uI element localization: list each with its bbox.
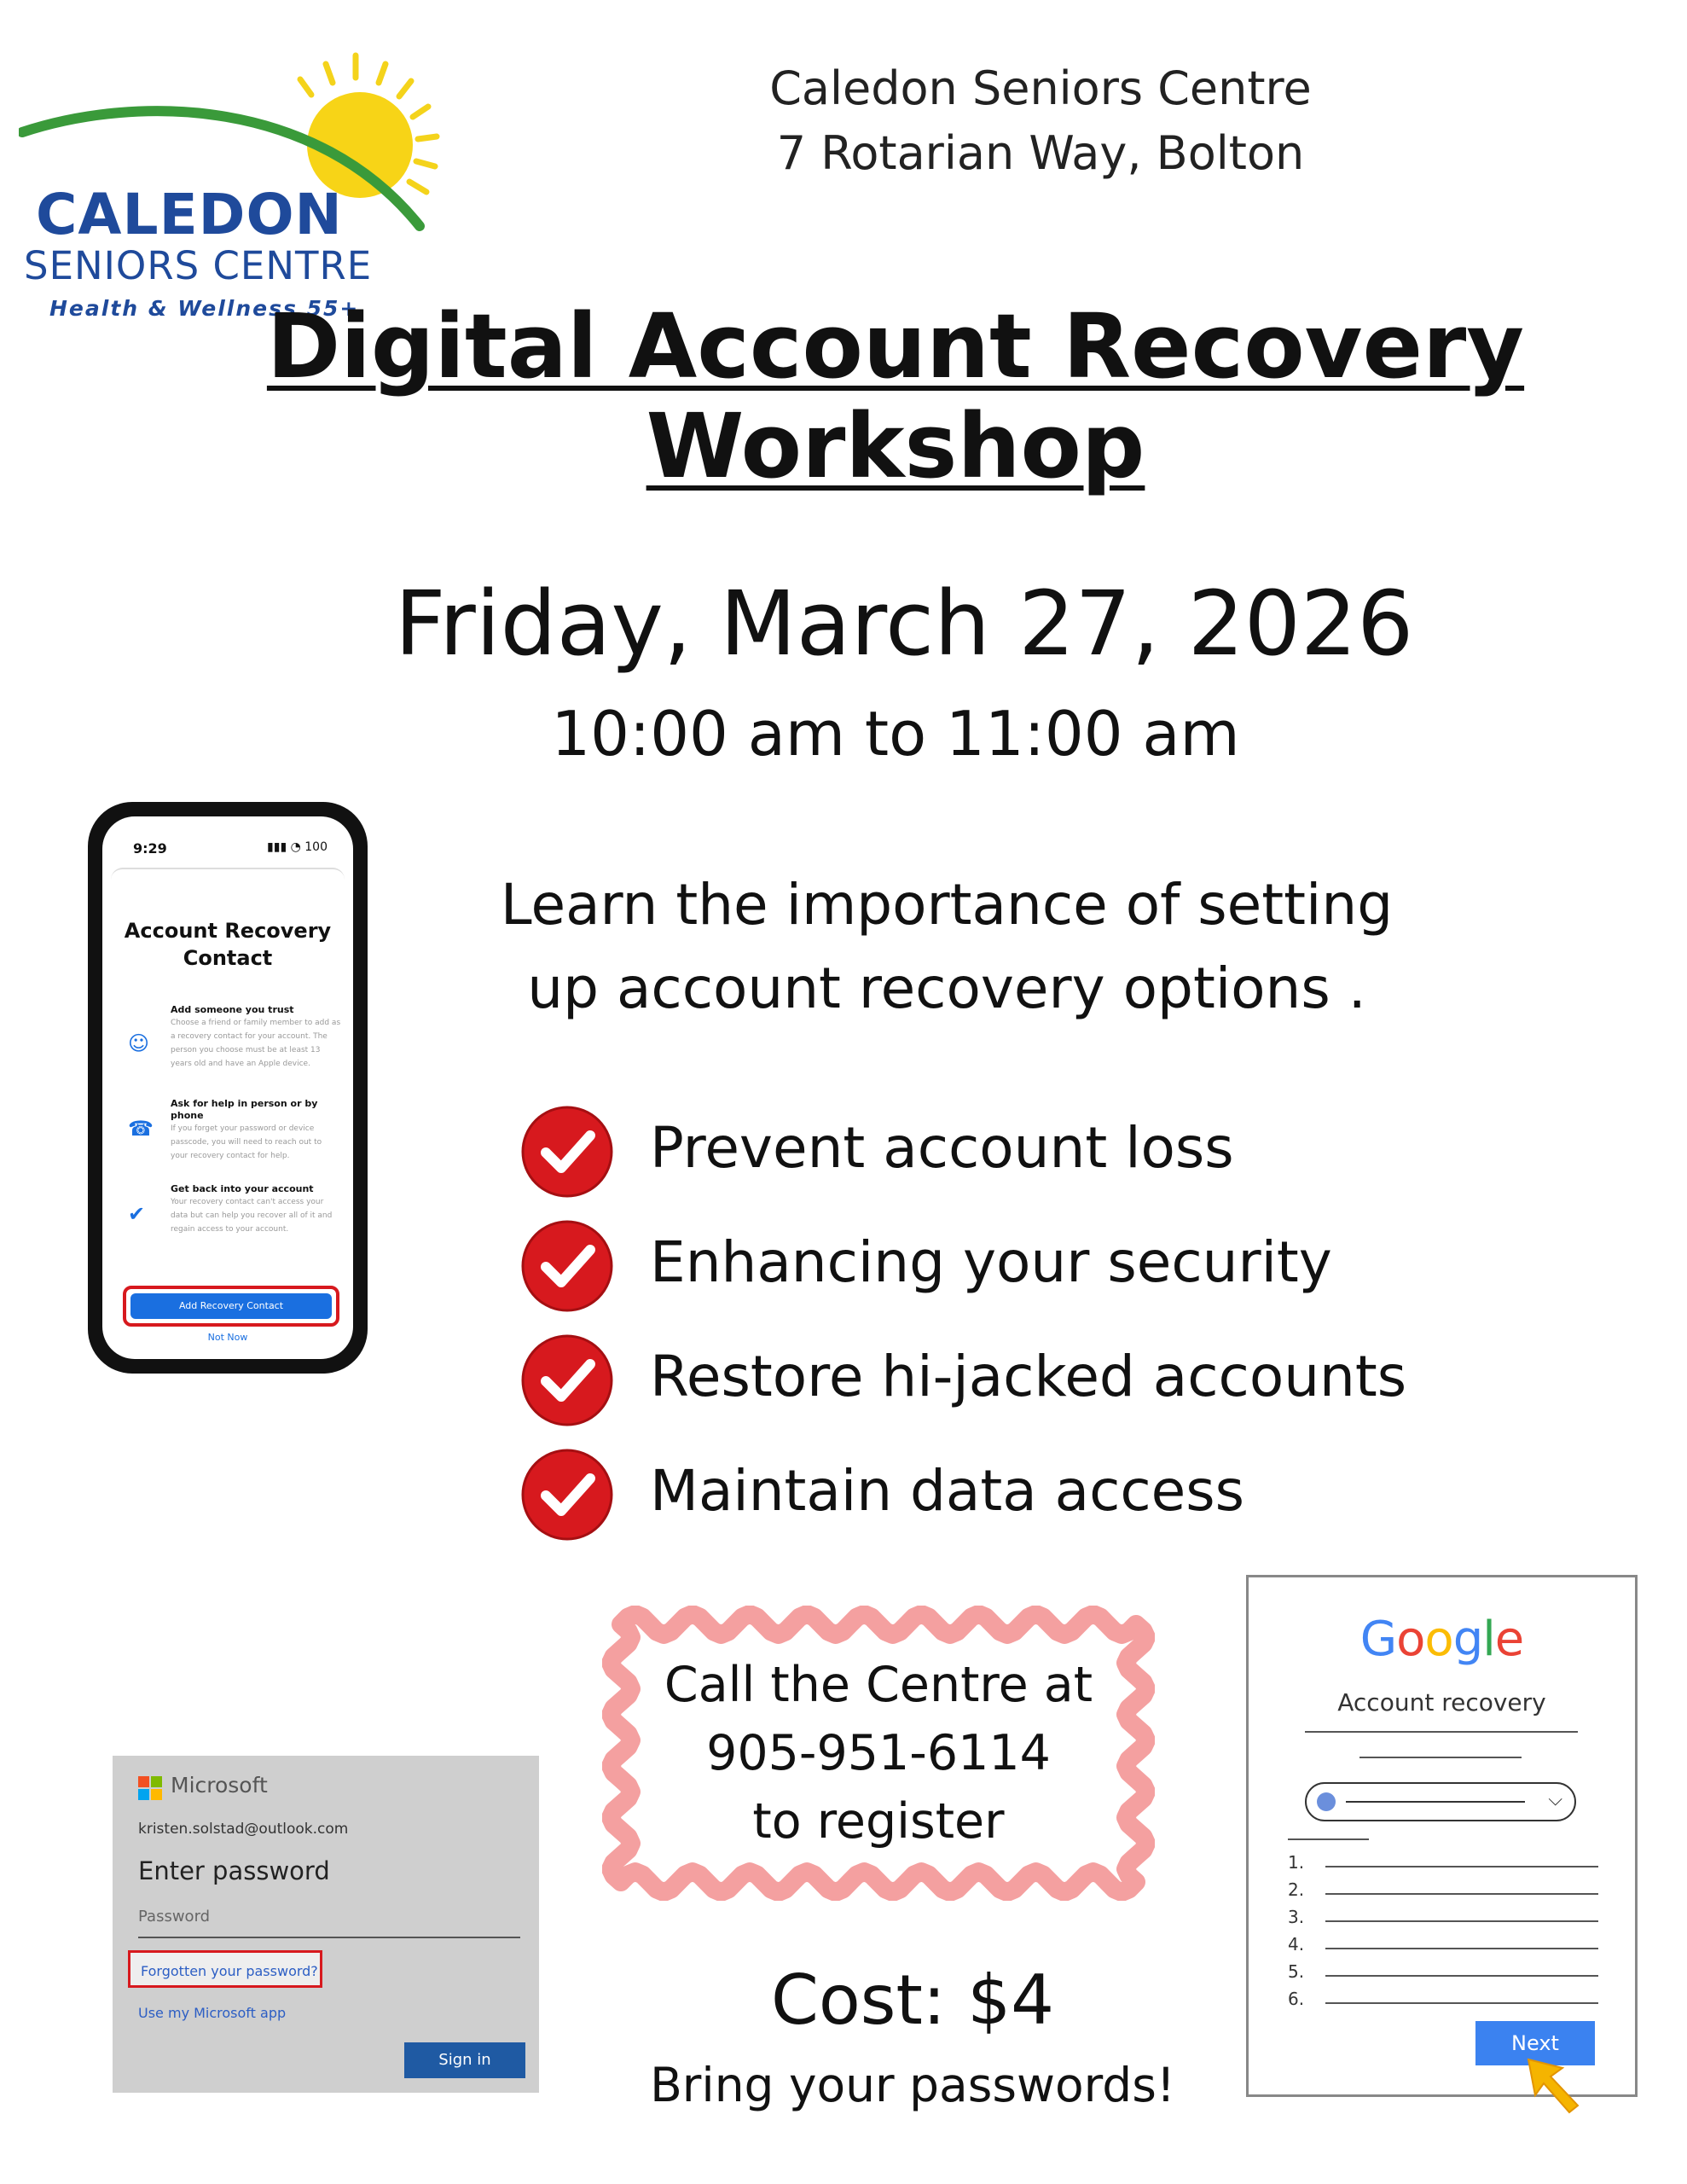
register-text: to register (752, 1793, 1005, 1850)
row-text: Choose a friend or family member to add as a recovery contact for your account. The person you choose must be at least 13 years old and have an Apple device. (171, 1019, 341, 1068)
phone-illustration (88, 802, 368, 1374)
account-email: kristen.solstad@outlook.com (138, 1821, 349, 1838)
google-logo (1249, 1612, 1635, 1667)
step-number: 4. (1288, 1934, 1305, 1955)
caledon-logo (19, 47, 454, 321)
microsoft-logo-icon (138, 1776, 162, 1800)
row-heading: Get back into your account (171, 1183, 314, 1194)
logo-subtitle: SENIORS CENTRE (24, 243, 373, 288)
venue-address: 7 Rotarian Way, Bolton (776, 126, 1305, 180)
divider (1288, 1838, 1369, 1840)
phone-icon: ☎ (128, 1117, 154, 1141)
google-recovery-card (1246, 1575, 1638, 2097)
step-line (1325, 1893, 1598, 1895)
microsoft-signin-card (113, 1756, 539, 2093)
forgot-password-link[interactable]: Forgotten your password? (128, 1950, 322, 1988)
venue-name: Caledon Seniors Centre (769, 61, 1312, 115)
sheet-title (111, 917, 345, 972)
select-value-line (1346, 1801, 1525, 1803)
list-item (520, 1448, 1501, 1562)
divider (1305, 1731, 1578, 1733)
google-letter: l (1482, 1612, 1495, 1667)
red-check-icon (520, 1448, 614, 1542)
account-recovery-title: Account recovery (1337, 1688, 1546, 1716)
account-select[interactable] (1305, 1782, 1576, 1821)
sheet-title-line2: Contact (183, 946, 273, 970)
intro-text (478, 863, 1416, 1031)
list-item (520, 1105, 1501, 1219)
google-letter: g (1452, 1612, 1483, 1667)
step-line (1325, 2002, 1598, 2004)
benefit-text: Restore hi-jacked accounts (650, 1344, 1407, 1409)
row-heading: Add someone you trust (171, 1004, 294, 1015)
info-row (171, 1098, 341, 1163)
step-line (1325, 1948, 1598, 1949)
avatar-icon (1317, 1792, 1336, 1811)
logo-wordmark: CALEDON (36, 182, 343, 247)
step-line (1325, 1866, 1598, 1867)
not-now-link[interactable]: Not Now (207, 1332, 248, 1343)
step-number: 1. (1288, 1852, 1305, 1873)
list-item (520, 1219, 1501, 1333)
step-number: 3. (1288, 1907, 1305, 1927)
info-row (171, 1183, 341, 1236)
sheet-title-line1: Account Recovery (124, 919, 332, 943)
button-label: Add Recovery Contact (130, 1293, 332, 1319)
recovery-sheet (111, 868, 345, 1359)
call-text: Call the Centre at (664, 1657, 1093, 1713)
phone-screen (102, 816, 353, 1359)
row-text: If you forget your password or device passcode, you will need to reach out to your recovery contact for help. (171, 1124, 322, 1160)
phone-status-time: 9:29 (133, 840, 167, 857)
step-number: 6. (1288, 1989, 1305, 2009)
page-title-line2: Workshop (646, 394, 1145, 498)
info-row (171, 1004, 341, 1071)
red-check-icon (520, 1219, 614, 1313)
phone-status-icons: ▮▮▮ ◔ 100 (267, 840, 328, 854)
logo-tagline: Health & Wellness 55+ (49, 296, 360, 321)
event-time: 10:00 am to 11:00 am (551, 698, 1240, 770)
google-letter: e (1494, 1612, 1524, 1667)
cursor-arrow-icon (1525, 2056, 1585, 2116)
chevron-down-icon: ⌵ (1548, 1789, 1562, 1810)
enter-password-heading: Enter password (138, 1856, 330, 1885)
step-number: 5. (1288, 1961, 1305, 1982)
google-letter: o (1424, 1612, 1453, 1667)
benefits-list (520, 1105, 1501, 1562)
password-underline (138, 1937, 520, 1938)
benefit-text: Prevent account loss (650, 1115, 1234, 1181)
red-check-icon (520, 1105, 614, 1199)
red-check-icon (520, 1333, 614, 1427)
cost-text: Cost: $4 (770, 1960, 1055, 2040)
step-number: 2. (1288, 1879, 1305, 1900)
checkmark-circle-icon: ✔ (128, 1202, 146, 1226)
list-item (520, 1333, 1501, 1448)
page-title-line1: Digital Account Recovery (266, 294, 1525, 398)
google-letter: o (1396, 1612, 1425, 1667)
phone-number: 905-951-6114 (706, 1725, 1051, 1781)
benefit-text: Enhancing your security (650, 1229, 1332, 1295)
use-app-link[interactable]: Use my Microsoft app (138, 2005, 287, 2021)
divider (1359, 1757, 1522, 1758)
event-date: Friday, March 27, 2026 (394, 572, 1414, 676)
intro-line2: up account recovery options . (527, 956, 1366, 1021)
benefit-text: Maintain data access (650, 1458, 1245, 1524)
register-callout (602, 1606, 1155, 1901)
add-recovery-contact-button[interactable] (123, 1286, 339, 1327)
microsoft-brand: Microsoft (171, 1773, 268, 1798)
row-heading: Ask for help in person or by phone (171, 1098, 318, 1121)
step-line (1325, 1975, 1598, 1977)
bring-passwords-text: Bring your passwords! (650, 2058, 1175, 2112)
step-line (1325, 1920, 1598, 1922)
google-letter: G (1359, 1612, 1397, 1667)
intro-line1: Learn the importance of setting (500, 872, 1394, 938)
next-button[interactable]: Next (1475, 2021, 1595, 2065)
row-text: Your recovery contact can't access your data but can help you recover all of it and regain access to your account. (171, 1198, 333, 1234)
sign-in-button[interactable]: Sign in (404, 2042, 525, 2078)
password-field[interactable]: Password (138, 1908, 211, 1926)
people-icon: ☺ (128, 1031, 150, 1055)
